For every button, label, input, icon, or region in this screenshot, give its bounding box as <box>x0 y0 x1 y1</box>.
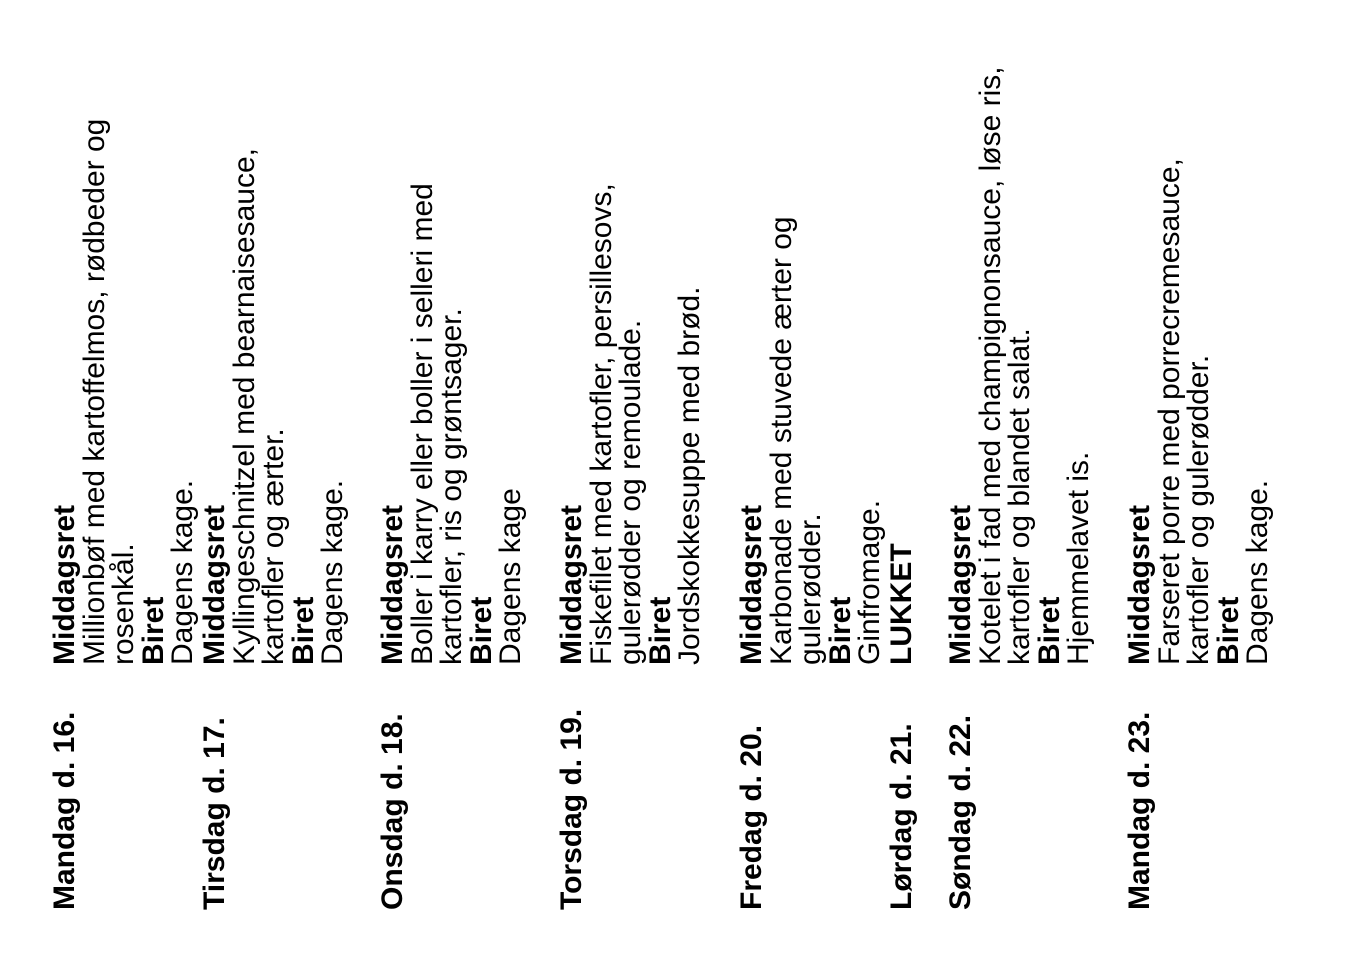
day-label: Lørdag d. 21. <box>885 723 918 910</box>
dinner-heading: Middagsret <box>944 504 977 665</box>
dessert-text: Hjemmelavet is. <box>1062 451 1095 665</box>
dinner-heading: Middagsret <box>555 504 588 665</box>
day-label: Torsdag d. 19. <box>555 708 588 910</box>
dessert-text: Dagens kage. <box>1241 479 1274 665</box>
dinner-heading: Middagsret <box>376 504 409 665</box>
closed-notice: LUKKET <box>885 543 918 665</box>
dinner-text: Millionbøf med kartoffelmos, rødbeder og rosenkål. <box>77 118 140 665</box>
dessert-heading: Biret <box>136 596 170 665</box>
day-menu <box>200 65 348 665</box>
dinner-text: Karbonade med stuvede ærter og gulerødder. <box>764 216 827 665</box>
dessert-text: Dagens kage. <box>316 479 349 665</box>
dessert-text: Ginfromage. <box>853 499 886 665</box>
dinner-text: Kotelet i fad med champignonsauce, løse ris, kartofler og blandet salat. <box>973 66 1036 665</box>
dessert-text: Dagens kage. <box>166 479 199 665</box>
day-menu <box>946 65 1094 665</box>
day-menu <box>557 65 705 665</box>
dessert-text: Dagens kage <box>494 488 527 665</box>
day-menu <box>50 65 198 665</box>
day-menu <box>1125 65 1273 665</box>
dessert-text: Jordskokkesuppe med brød. <box>673 286 706 665</box>
dinner-heading: Middagsret <box>735 504 768 665</box>
dinner-text: Boller i karry eller boller i selleri med kartofler, ris og grøntsager. <box>405 183 468 665</box>
dinner-text: Fiskefilet med kartofler, persillesovs, gulerødder og remoulade. <box>584 183 647 665</box>
day-label: Søndag d. 22. <box>944 714 977 910</box>
day-label: Mandag d. 16. <box>48 711 81 910</box>
day-label: Mandag d. 23. <box>1123 711 1156 910</box>
dinner-text: Farseret porre med porrecremesauce, kartofler og gulerødder. <box>1152 158 1215 665</box>
day-menu <box>887 65 917 665</box>
dinner-heading: Middagsret <box>198 504 231 665</box>
dessert-heading: Biret <box>286 596 320 665</box>
day-label: Fredag d. 20. <box>735 724 768 910</box>
day-label: Onsdag d. 18. <box>376 713 409 910</box>
day-label: Tirsdag d. 17. <box>198 717 231 910</box>
dessert-heading: Biret <box>823 596 857 665</box>
dessert-heading: Biret <box>1032 596 1066 665</box>
dinner-heading: Middagsret <box>1123 504 1156 665</box>
day-menu <box>378 65 526 665</box>
dessert-heading: Biret <box>1211 596 1245 665</box>
dessert-heading: Biret <box>643 596 677 665</box>
dinner-heading: Middagsret <box>48 504 81 665</box>
day-menu <box>737 65 885 665</box>
dinner-text: Kyllingeschnitzel med bearnaisesauce, kartofler og ærter. <box>227 148 290 665</box>
dessert-heading: Biret <box>464 596 498 665</box>
